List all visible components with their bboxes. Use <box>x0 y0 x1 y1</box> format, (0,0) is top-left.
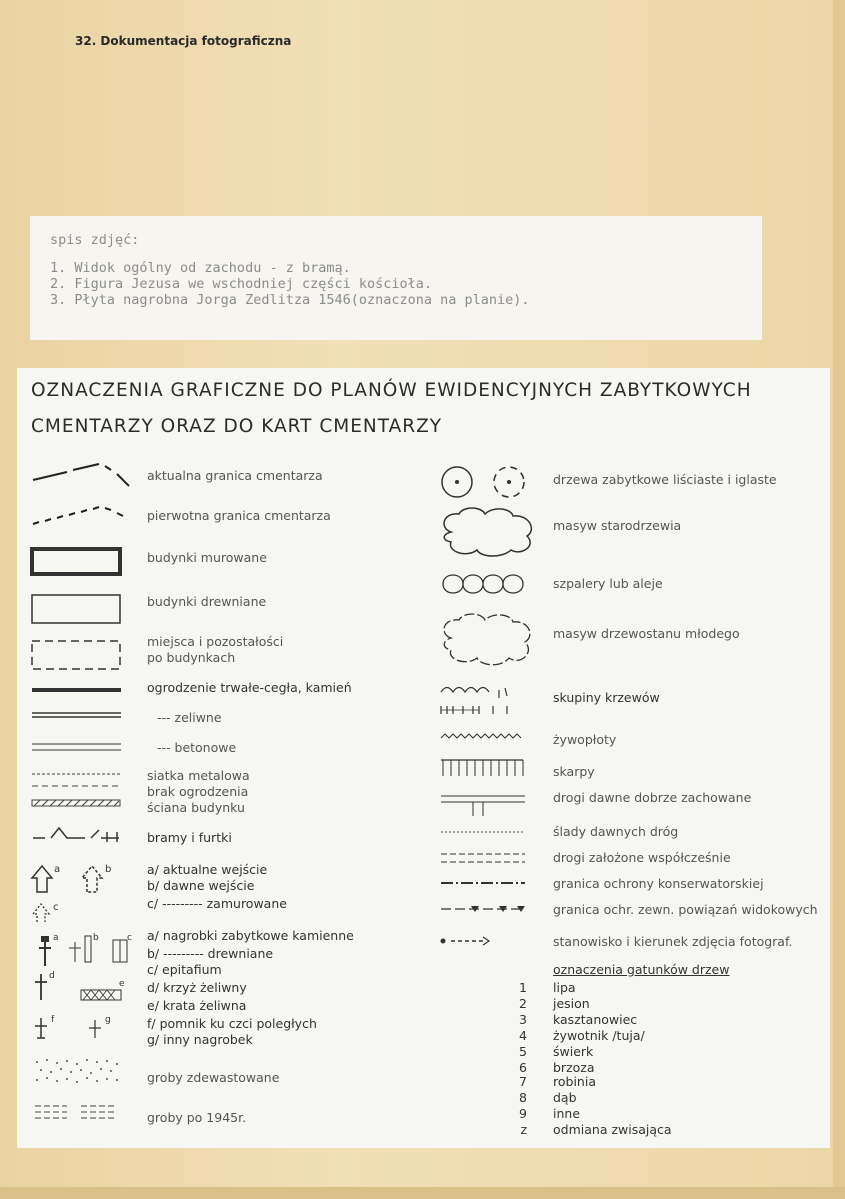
tree-symbols-icon <box>437 462 537 502</box>
tree-name: robinia <box>553 1074 596 1089</box>
label-no-fence: brak ogrodzenia <box>147 784 249 799</box>
label-epitaph: c/ epitafium <box>147 962 222 977</box>
entrance-arrows-icon <box>31 862 127 896</box>
modern-roads-icon <box>437 850 537 868</box>
tree-name: brzoza <box>553 1060 595 1075</box>
legend-sheet <box>17 368 830 1148</box>
tree-number: 9 <box>519 1106 527 1121</box>
monument-other-grave-icon <box>31 1012 131 1042</box>
legend-title-line1: OZNACZENIA GRAFICZNE DO PLANÓW EWIDENCYJNYCH ZABYTKOWYCH <box>31 380 752 401</box>
label-photo-position: stanowisko i kierunek zdjęcia fotograf. <box>553 934 793 949</box>
devastated-graves-icon <box>31 1056 131 1086</box>
tree-number: 4 <box>519 1028 527 1043</box>
view-protection-boundary-icon <box>437 902 537 916</box>
tree-number: 8 <box>519 1090 527 1105</box>
photo-list-item: 3. Płyta nagrobna Jorga Zedlitza 1546(oznaczona na planie). <box>50 292 530 308</box>
label-stone-tombstones: a/ nagrobki zabytkowe kamienne <box>147 928 354 943</box>
tree-number: 6 <box>519 1060 527 1075</box>
escarpments-icon <box>437 756 537 780</box>
tombstones-icon <box>31 932 131 968</box>
page-edge-bottom <box>0 1187 845 1199</box>
label-view-protection-boundary: granica ochr. zewn. powiązań widokowych <box>553 902 818 917</box>
label-mesh: siatka metalowa <box>147 768 250 783</box>
fence-mesh-missing-wall-icon <box>29 770 125 810</box>
original-boundary-icon <box>27 500 137 530</box>
tree-number: 1 <box>519 980 527 995</box>
photo-list-item: 2. Figura Jezusa we wschodniej części kościoła. <box>50 276 433 292</box>
tree-number: 3 <box>519 1012 527 1027</box>
label-fence-iron: --- zeliwne <box>157 710 222 725</box>
label-shrub-groups: skupiny krzewów <box>553 690 660 705</box>
label-iron-cross: d/ krzyż żeliwny <box>147 980 247 995</box>
label-graves-after-1945: groby po 1945r. <box>147 1110 247 1125</box>
tree-name: kasztanowiec <box>553 1012 638 1027</box>
symbol-label-d: d <box>49 971 55 981</box>
label-walled-entrance: c/ --------- zamurowane <box>147 896 287 911</box>
label-memorial: f/ pomnik ku czci poległych <box>147 1016 317 1031</box>
label-other-grave: g/ inny nagrobek <box>147 1032 253 1047</box>
label-historic-trees: drzewa zabytkowe liściaste i iglaste <box>553 472 777 487</box>
photo-list-title: spis zdjęć: <box>50 232 140 248</box>
tree-number: 5 <box>519 1044 527 1059</box>
symbol-label-a: a <box>54 864 61 875</box>
label-wooden-tombstones: b/ --------- drewniane <box>147 946 274 961</box>
label-masonry-buildings: budynki murowane <box>147 550 267 565</box>
tree-species-heading: oznaczenia gatunków drzew <box>553 962 730 977</box>
walled-entrance-icon <box>31 900 71 926</box>
label-hedges: żywopłoty <box>553 732 617 747</box>
tree-name: świerk <box>553 1044 594 1059</box>
gates-icon <box>29 824 125 846</box>
masonry-building-icon <box>29 546 125 578</box>
symbol-label-f: f <box>51 1015 55 1025</box>
tree-name: inne <box>553 1106 581 1121</box>
label-current-entrance: a/ aktualne wejście <box>147 862 268 877</box>
label-tree-rows: szpalery lub aleje <box>553 576 663 591</box>
label-old-roads: drogi dawne dobrze zachowane <box>553 790 752 805</box>
page-edge-right <box>833 0 845 1199</box>
svg-text:a: a <box>53 933 59 943</box>
label-fence-brick: ogrodzenie trwałe-cegła, kamień <box>147 680 352 695</box>
current-boundary-icon <box>27 460 137 490</box>
building-remains-icon <box>29 636 125 674</box>
tree-name: lipa <box>553 980 576 995</box>
svg-text:b: b <box>93 933 99 943</box>
photo-list <box>50 260 530 308</box>
label-wooden-buildings: budynki drewniane <box>147 594 267 609</box>
symbol-label-c: c <box>53 902 59 913</box>
old-roads-icon <box>437 786 537 820</box>
label-modern-roads: drogi założone współcześnie <box>553 850 731 865</box>
label-gates: bramy i furtki <box>147 830 232 845</box>
label-remains-1: miejsca i pozostałości <box>147 634 284 649</box>
wooden-building-icon <box>29 592 125 626</box>
tree-number: 7 <box>519 1074 527 1089</box>
fence-concrete-icon <box>29 740 125 754</box>
fence-iron-icon <box>29 708 125 722</box>
old-tree-massif-icon <box>437 506 547 558</box>
symbol-label-e: e <box>119 979 125 989</box>
young-stand-icon <box>437 612 547 672</box>
hedges-icon <box>437 732 537 744</box>
label-devastated-graves: groby zdewastowane <box>147 1070 280 1085</box>
label-road-traces: ślady dawnych dróg <box>553 824 679 839</box>
photo-list-paper <box>30 216 762 340</box>
fence-brick-icon <box>29 684 125 696</box>
label-current-boundary: aktualna granica cmentarza <box>147 468 323 483</box>
iron-cross-grille-icon <box>31 968 131 1004</box>
label-original-boundary: pierwotna granica cmentarza <box>147 508 331 523</box>
tree-rows-icon <box>437 570 547 600</box>
label-escarpments: skarpy <box>553 764 595 779</box>
conservation-boundary-icon <box>437 876 537 890</box>
tree-name: jesion <box>553 996 590 1011</box>
symbol-label-g: g <box>105 1015 111 1025</box>
label-old-tree-massif: masyw starodrzewia <box>553 518 682 533</box>
label-iron-grille: e/ krata żeliwna <box>147 998 247 1013</box>
legend-title-line2: CMENTARZY ORAZ DO KART CMENTARZY <box>31 416 443 437</box>
road-traces-icon <box>437 826 537 838</box>
tree-name: odmiana zwisająca <box>553 1122 672 1137</box>
photo-list-item: 1. Widok ogólny od zachodu - z bramą. <box>50 260 351 276</box>
tree-number: 2 <box>519 996 527 1011</box>
label-young-stand: masyw drzewostanu młodego <box>553 626 740 641</box>
tree-number: z <box>520 1122 527 1137</box>
photo-position-icon <box>437 934 497 948</box>
page-header: 32. Dokumentacja fotograficzna <box>75 34 292 48</box>
shrub-groups-icon <box>437 684 547 720</box>
graves-after-1945-icon <box>31 1102 131 1124</box>
label-conservation-boundary: granica ochrony konserwatorskiej <box>553 876 764 891</box>
svg-text:c: c <box>127 933 132 943</box>
tree-name: żywotnik /tuja/ <box>553 1028 645 1043</box>
label-remains-2: po budynkach <box>147 650 236 665</box>
symbol-label-b: b <box>105 864 112 875</box>
label-fence-concrete: --- betonowe <box>157 740 237 755</box>
label-former-entrance: b/ dawne wejście <box>147 878 255 893</box>
tree-name: dąb <box>553 1090 577 1105</box>
label-building-wall: ściana budynku <box>147 800 245 815</box>
